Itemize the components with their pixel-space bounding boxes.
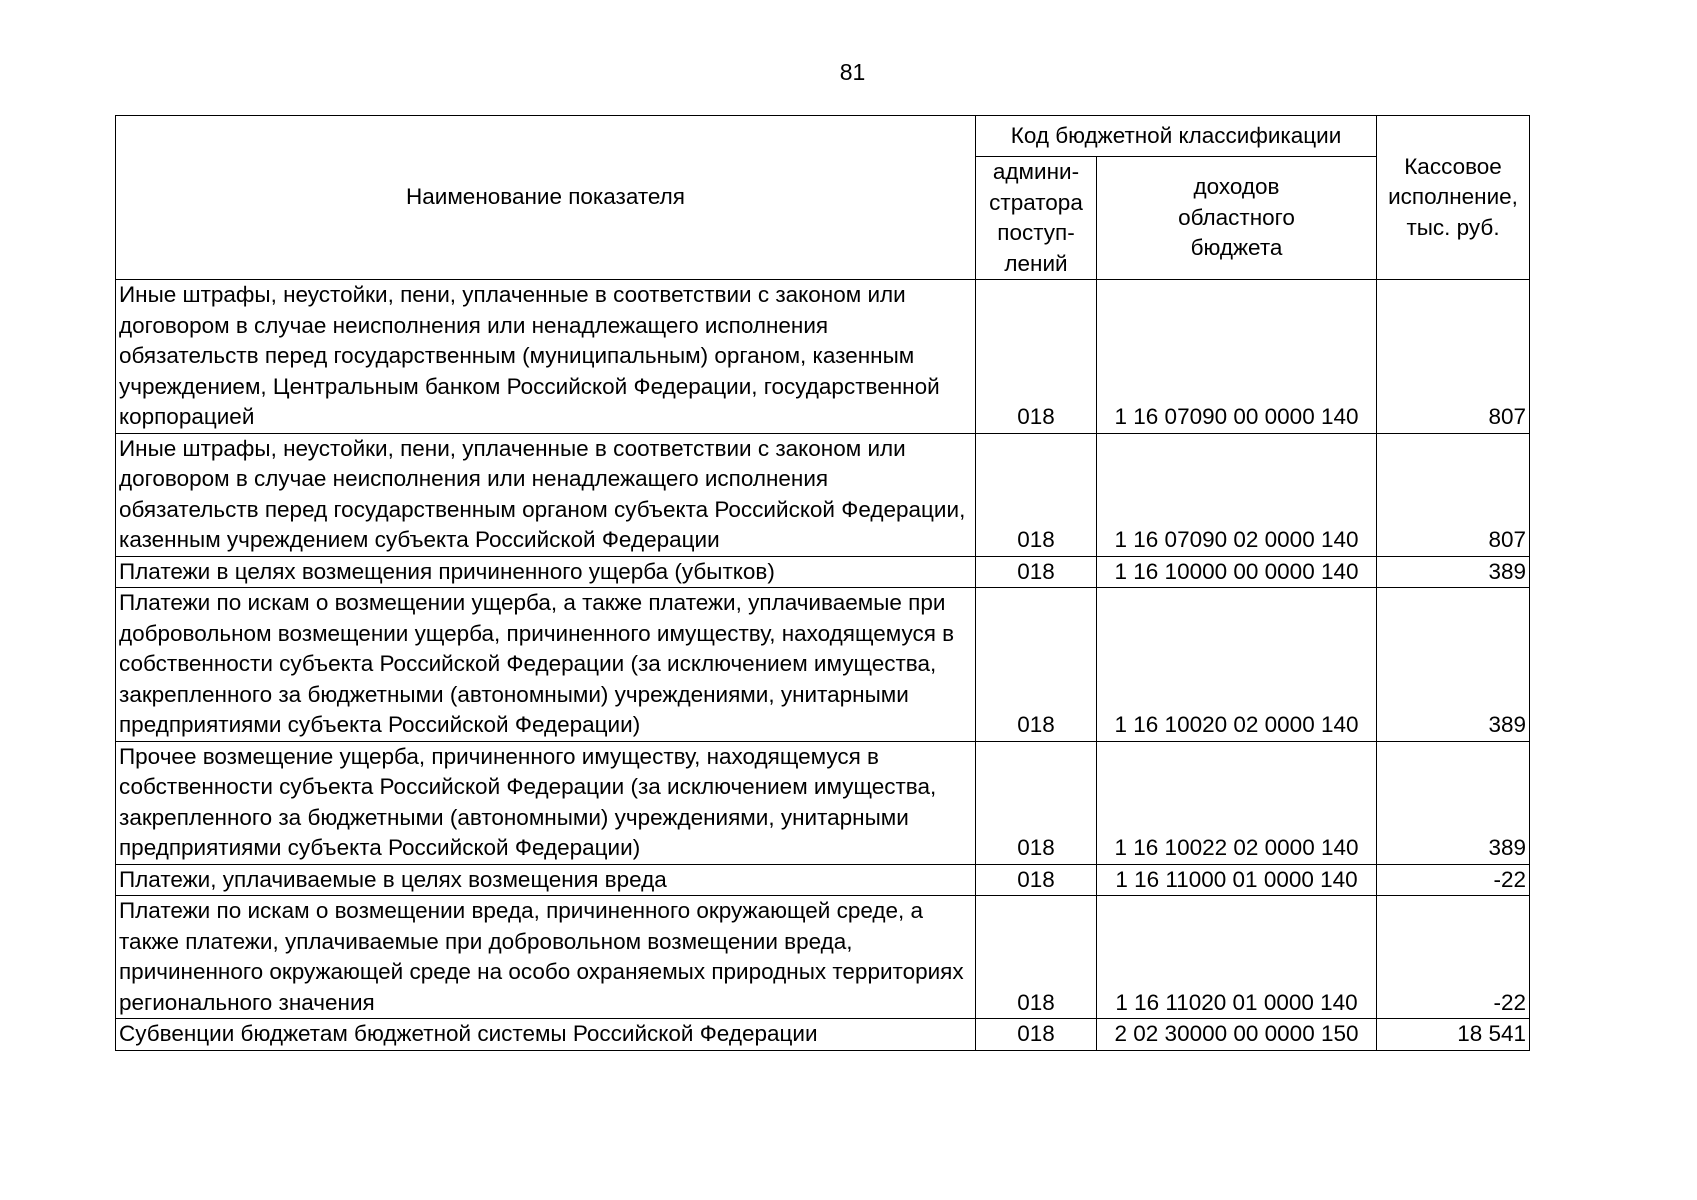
row-income-code: 1 16 10022 02 0000 140: [1097, 741, 1377, 864]
row-amount: -22: [1377, 896, 1530, 1019]
header-code-group-label: Код бюджетной классификации: [1010, 122, 1342, 148]
page-number: 81: [839, 59, 866, 85]
table-row: [116, 741, 1530, 864]
row-amount: -22: [1377, 864, 1530, 896]
header-name-label: Наименование показателя: [406, 184, 685, 210]
budget-table: [115, 115, 1530, 1051]
row-amount: 807: [1377, 433, 1530, 556]
header-name: [116, 116, 976, 280]
row-income-code: 1 16 11020 01 0000 140: [1097, 896, 1377, 1019]
row-admin-code: 018: [976, 864, 1097, 896]
table-header: [116, 116, 1530, 280]
row-name: Субвенции бюджетам бюджетной системы Российской Федерации: [116, 1019, 976, 1051]
row-income-code: 1 16 10000 00 0000 140: [1097, 556, 1377, 588]
row-name: Иные штрафы, неустойки, пени, уплаченные в соответствии с законом или договором в случае неисполнения или ненадлежащего исполнения обязательств перед государственным органом субъекта Российской Федерации, казенным учреждением субъекта Российской Федерации: [116, 433, 976, 556]
header-admin: [976, 157, 1097, 280]
row-name: Прочее возмещение ущерба, причиненного имуществу, находящемуся в собственности субъекта Российской Федерации (за исключением имущества, закрепленного за бюджетными (автономными) учреждениями, унитарными предприятиями субъекта Российской Федерации): [116, 741, 976, 864]
row-amount: 389: [1377, 556, 1530, 588]
row-admin-code: 018: [976, 280, 1097, 434]
row-income-code: 1 16 07090 00 0000 140: [1097, 280, 1377, 434]
header-amount: [1377, 116, 1530, 280]
row-amount: 807: [1377, 280, 1530, 434]
table-row: [116, 896, 1530, 1019]
table-body: [116, 280, 1530, 1051]
header-income: [1097, 157, 1377, 280]
header-amount-label: Кассовое исполнение, тыс. руб.: [1388, 153, 1518, 240]
row-amount: 389: [1377, 741, 1530, 864]
row-income-code: 1 16 07090 02 0000 140: [1097, 433, 1377, 556]
header-admin-label: админи- стратора поступ- лений: [989, 159, 1083, 276]
table-row: [116, 433, 1530, 556]
row-admin-code: 018: [976, 556, 1097, 588]
row-name: Платежи в целях возмещения причиненного ущерба (убытков): [116, 556, 976, 588]
header-income-label: доходов областного бюджета: [1178, 174, 1295, 261]
table-row: [116, 588, 1530, 742]
row-amount: 18 541: [1377, 1019, 1530, 1051]
row-name: Платежи по искам о возмещении ущерба, а также платежи, уплачиваемые при добровольном возмещении ущерба, причиненного имуществу, находящемуся в собственности субъекта Российской Федерации (за исключением имущества, закрепленного за бюджетными (автономными) учреждениями, унитарными предприятиями субъекта Российской Федерации): [116, 588, 976, 742]
row-admin-code: 018: [976, 433, 1097, 556]
row-income-code: 1 16 10020 02 0000 140: [1097, 588, 1377, 742]
header-code-group: [976, 116, 1377, 157]
row-admin-code: 018: [976, 1019, 1097, 1051]
row-name: Платежи по искам о возмещении вреда, причиненного окружающей среде, а также платежи, уплачиваемые при добровольном возмещении вреда, причиненного окружающей среде на особо охраняемых природных территориях регионального значения: [116, 896, 976, 1019]
row-admin-code: 018: [976, 896, 1097, 1019]
row-admin-code: 018: [976, 588, 1097, 742]
row-admin-code: 018: [976, 741, 1097, 864]
row-income-code: 1 16 11000 01 0000 140: [1097, 864, 1377, 896]
row-income-code: 2 02 30000 00 0000 150: [1097, 1019, 1377, 1051]
row-amount: 389: [1377, 588, 1530, 742]
row-name: Иные штрафы, неустойки, пени, уплаченные в соответствии с законом или договором в случае неисполнения или ненадлежащего исполнения обязательств перед государственным (муниципальным) органом, казенным учреждением, Центральным банком Российской Федерации, государственной корпорацией: [116, 280, 976, 434]
table-row: [116, 864, 1530, 896]
row-name: Платежи, уплачиваемые в целях возмещения вреда: [116, 864, 976, 896]
table-row: [116, 556, 1530, 588]
table-row: [116, 280, 1530, 434]
table-row: [116, 1019, 1530, 1051]
